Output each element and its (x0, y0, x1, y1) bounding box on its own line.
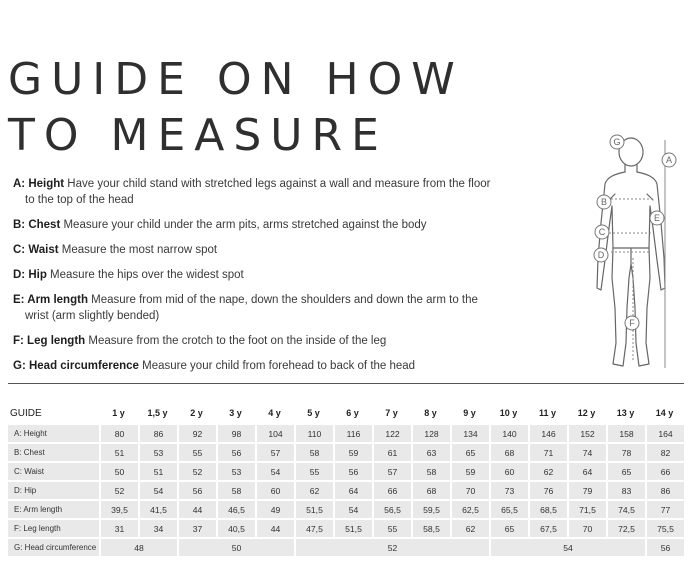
instruction-text: Measure the most narrow spot (58, 244, 218, 256)
table-cell: 39,5 (99, 501, 138, 518)
table-cell: 44 (255, 520, 294, 537)
instruction-text: Have your child stand with stretched legs against a wall and measure from the floor (64, 178, 491, 190)
marker-a-icon (662, 153, 676, 167)
table-cell-merged: 52 (294, 539, 489, 556)
column-header: 9 y (463, 408, 476, 418)
instruction-waist (13, 242, 523, 258)
table-cell: 58 (216, 482, 255, 499)
table-cell: 51,5 (294, 501, 333, 518)
instruction-text-continued: to the top of the head (25, 194, 134, 206)
instruction-text: Measure from mid of the nape, down the shoulders and down the arm to the (87, 294, 478, 306)
column-header: 5 y (307, 408, 320, 418)
table-cell: 71 (528, 444, 567, 461)
table-cell: 46,5 (216, 501, 255, 518)
instruction-hip (13, 267, 523, 283)
table-cell: 59 (333, 444, 372, 461)
table-cell: 92 (177, 425, 216, 442)
table-cell: 62 (450, 520, 489, 537)
table-cell: 67,5 (528, 520, 567, 537)
instruction-head-circumference (13, 358, 523, 374)
table-row (8, 444, 684, 461)
table-cell: 66 (372, 482, 411, 499)
marker-b-icon (597, 195, 611, 209)
row-label: F: Leg length (8, 520, 99, 537)
table-cell: 52 (99, 482, 138, 499)
table-cell: 55 (177, 444, 216, 461)
table-cell: 74,5 (606, 501, 645, 518)
column-header: 10 y (499, 408, 518, 418)
table-cell: 54 (255, 463, 294, 480)
table-cell: 65 (450, 444, 489, 461)
marker-c-icon (595, 225, 609, 239)
column-header: 6 y (346, 408, 359, 418)
svg-text:F: F (629, 318, 635, 328)
table-cell: 31 (99, 520, 138, 537)
instruction-label: G: Head circumference (13, 360, 139, 372)
table-cell: 98 (216, 425, 255, 442)
section-divider (8, 383, 684, 384)
instruction-label: A: Height (13, 178, 65, 190)
table-cell: 68 (489, 444, 528, 461)
instruction-arm-length (13, 292, 523, 324)
table-cell-merged: 48 (99, 539, 177, 556)
table-cell: 77 (645, 501, 684, 518)
table-cell: 65,5 (489, 501, 528, 518)
table-cell: 116 (333, 425, 372, 442)
table-cell: 140 (489, 425, 528, 442)
table-cell: 64 (333, 482, 372, 499)
table-cell: 80 (99, 425, 138, 442)
table-cell: 64 (567, 463, 606, 480)
instruction-label: D: Hip (13, 269, 47, 281)
table-cell: 49 (255, 501, 294, 518)
marker-g-icon (610, 135, 624, 149)
table-cell-merged: 54 (489, 539, 645, 556)
table-cell: 55 (372, 520, 411, 537)
table-cell: 51 (99, 444, 138, 461)
row-label: D: Hip (8, 482, 99, 499)
table-cell: 58 (294, 444, 333, 461)
table-cell: 76 (528, 482, 567, 499)
table-cell: 63 (411, 444, 450, 461)
table-cell: 134 (450, 425, 489, 442)
table-cell: 34 (138, 520, 177, 537)
table-cell: 71,5 (567, 501, 606, 518)
marker-d-icon (594, 248, 608, 262)
row-label: G: Head circumference (8, 539, 99, 556)
instruction-label: B: Chest (13, 219, 61, 231)
svg-text:A: A (665, 155, 673, 165)
table-cell: 104 (255, 425, 294, 442)
table-cell: 54 (333, 501, 372, 518)
svg-text:G: G (613, 137, 621, 147)
table-row (8, 520, 684, 537)
table-cell: 86 (645, 482, 684, 499)
table-cell: 37 (177, 520, 216, 537)
table-cell: 56 (177, 482, 216, 499)
table-cell: 70 (567, 520, 606, 537)
table-cell: 66 (645, 463, 684, 480)
table-cell: 74 (567, 444, 606, 461)
table-cell: 164 (645, 425, 684, 442)
row-label: A: Height (8, 425, 99, 442)
column-header: 3 y (229, 408, 242, 418)
table-cell: 75,5 (645, 520, 684, 537)
instruction-text: Measure the hips over the widest spot (46, 269, 244, 281)
svg-text:C: C (598, 227, 606, 237)
table-cell: 68,5 (528, 501, 567, 518)
row-label: B: Chest (8, 444, 99, 461)
instruction-height (13, 176, 523, 208)
table-cell: 53 (138, 444, 177, 461)
table-cell: 58,5 (411, 520, 450, 537)
title-line-2: TO MEASURE (8, 110, 388, 161)
table-cell: 61 (372, 444, 411, 461)
instruction-text: Measure your child from forehead to back of the head (138, 360, 416, 372)
table-cell: 158 (606, 425, 645, 442)
table-cell: 78 (606, 444, 645, 461)
size-table-body (8, 425, 684, 556)
table-cell: 50 (99, 463, 138, 480)
instruction-label: E: Arm length (13, 294, 88, 306)
table-cell: 57 (372, 463, 411, 480)
table-row-head-circumference (8, 539, 684, 556)
table-cell: 47,5 (294, 520, 333, 537)
column-header: 12 y (577, 408, 596, 418)
table-cell: 51,5 (333, 520, 372, 537)
column-header: 1,5 y (147, 408, 168, 418)
table-row (8, 482, 684, 499)
instruction-label: F: Leg length (13, 335, 86, 347)
instruction-text-continued: wrist (arm slightly bended) (25, 310, 160, 322)
table-cell: 62 (294, 482, 333, 499)
column-header: 13 y (616, 408, 635, 418)
title-line-1: GUIDE ON HOW (8, 54, 464, 105)
table-cell: 56 (216, 444, 255, 461)
table-cell: 68 (411, 482, 450, 499)
size-table (8, 401, 684, 558)
table-cell: 51 (138, 463, 177, 480)
marker-e-icon (650, 211, 664, 225)
table-cell: 65 (489, 520, 528, 537)
instruction-label: C: Waist (13, 244, 59, 256)
measurement-instructions (13, 176, 523, 383)
table-cell: 53 (216, 463, 255, 480)
table-row (8, 501, 684, 518)
instruction-text: Measure your child under the arm pits, arms stretched against the body (60, 219, 427, 231)
table-corner-label: GUIDE (10, 407, 42, 419)
table-row (8, 425, 684, 442)
table-cell: 59,5 (411, 501, 450, 518)
column-header: 2 y (190, 408, 203, 418)
table-cell-merged: 56 (645, 539, 684, 556)
table-cell: 62,5 (450, 501, 489, 518)
table-cell: 122 (372, 425, 411, 442)
column-header: 1 y (112, 408, 125, 418)
svg-text:D: D (597, 250, 605, 260)
row-label: C: Waist (8, 463, 99, 480)
table-cell: 70 (450, 482, 489, 499)
table-cell: 110 (294, 425, 333, 442)
table-cell: 152 (567, 425, 606, 442)
table-cell: 56 (333, 463, 372, 480)
table-cell: 146 (528, 425, 567, 442)
column-header: 8 y (424, 408, 437, 418)
table-cell: 58 (411, 463, 450, 480)
table-cell: 86 (138, 425, 177, 442)
table-cell: 60 (255, 482, 294, 499)
table-cell: 56,5 (372, 501, 411, 518)
svg-text:E: E (653, 213, 661, 223)
table-cell: 52 (177, 463, 216, 480)
instruction-text: Measure from the crotch to the foot on the inside of the leg (85, 335, 387, 347)
marker-f-icon (625, 316, 639, 330)
table-cell: 55 (294, 463, 333, 480)
table-cell: 54 (138, 482, 177, 499)
instruction-chest (13, 217, 523, 233)
table-cell: 128 (411, 425, 450, 442)
table-cell: 59 (450, 463, 489, 480)
table-cell: 79 (567, 482, 606, 499)
instruction-leg-length (13, 333, 523, 349)
table-cell: 60 (489, 463, 528, 480)
row-label: E: Arm length (8, 501, 99, 518)
table-cell-merged: 50 (177, 539, 294, 556)
table-cell: 72,5 (606, 520, 645, 537)
table-cell: 62 (528, 463, 567, 480)
column-header: 14 y (655, 408, 674, 418)
table-cell: 57 (255, 444, 294, 461)
table-cell: 44 (177, 501, 216, 518)
svg-text:B: B (600, 197, 608, 207)
table-cell: 82 (645, 444, 684, 461)
column-header: 7 y (385, 408, 398, 418)
table-cell: 40,5 (216, 520, 255, 537)
child-measurement-figure (585, 128, 685, 378)
table-cell: 73 (489, 482, 528, 499)
table-cell: 65 (606, 463, 645, 480)
table-row (8, 463, 684, 480)
column-header: 11 y (538, 408, 557, 418)
page-title (8, 52, 464, 164)
table-cell: 41,5 (138, 501, 177, 518)
table-cell: 83 (606, 482, 645, 499)
column-header: 4 y (268, 408, 281, 418)
table-header-row (8, 403, 684, 423)
